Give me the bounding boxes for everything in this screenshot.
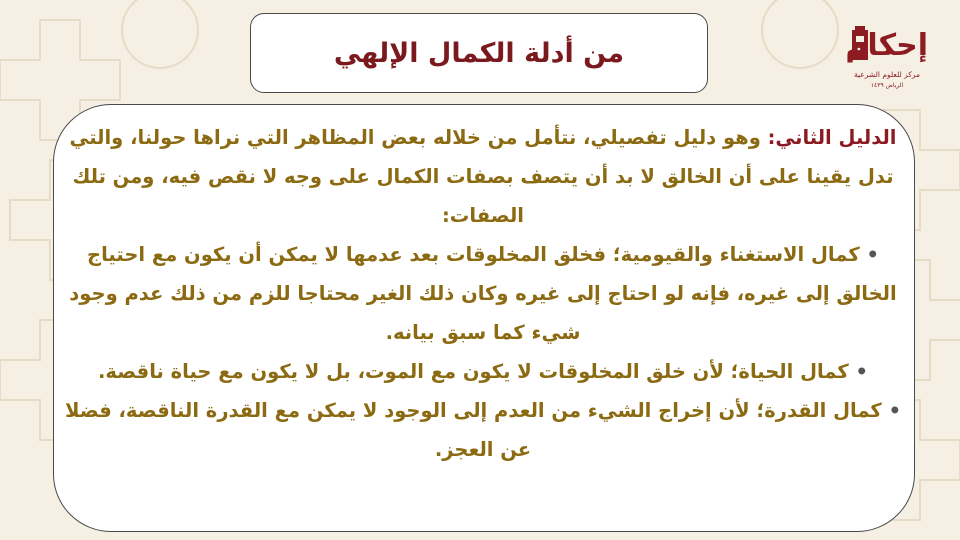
page-title: من أدلة الكمال الإلهي <box>333 37 625 69</box>
point-text: كمال الحياة؛ لأن خلق المخلوقات لا يكون مع الموت، بل لا يكون مع حياة ناقصة. <box>97 360 849 383</box>
list-item <box>62 235 904 352</box>
intro-text: وهو دليل تفصيلي، نتأمل من خلاله بعض المظاهر التي نراها حولنا، والتي تدل يقينا على أن الخالق لا بد أن يتصف بصفات الكمال على وجه لا نقص فيه، ومن تلك الصفات: <box>69 126 894 227</box>
logo <box>846 24 928 96</box>
bullet-icon: • <box>855 360 868 383</box>
intro-paragraph <box>62 118 904 235</box>
content-text <box>62 118 904 469</box>
logo-subtitle: مركز للعلوم الشرعية <box>854 70 920 79</box>
bullet-icon: • <box>888 399 902 422</box>
list-item <box>62 352 904 391</box>
logo-date: الرياض ١٤٣٩ <box>870 82 904 89</box>
point-text: كمال القدرة؛ لأن إخراج الشيء من العدم إلى الوجود لا يمكن مع القدرة الناقصة، فضلا عن العجز. <box>64 399 882 461</box>
list-item <box>62 391 904 469</box>
logo-brand: إحكام <box>845 28 928 63</box>
title-box <box>250 13 708 93</box>
intro-lead: الدليل الثاني: <box>767 126 897 149</box>
point-text: كمال الاستغناء والقيومية؛ فخلق المخلوقات بعد عدمها لا يمكن أن يكون مع احتياج الخالق إلى غيره، فإنه لو احتاج إلى غيره وكان ذلك الغير محتاجا للزم من ذلك عدم وجود شيء كما سبق بيانه. <box>69 243 897 344</box>
bullet-icon: • <box>866 243 879 266</box>
